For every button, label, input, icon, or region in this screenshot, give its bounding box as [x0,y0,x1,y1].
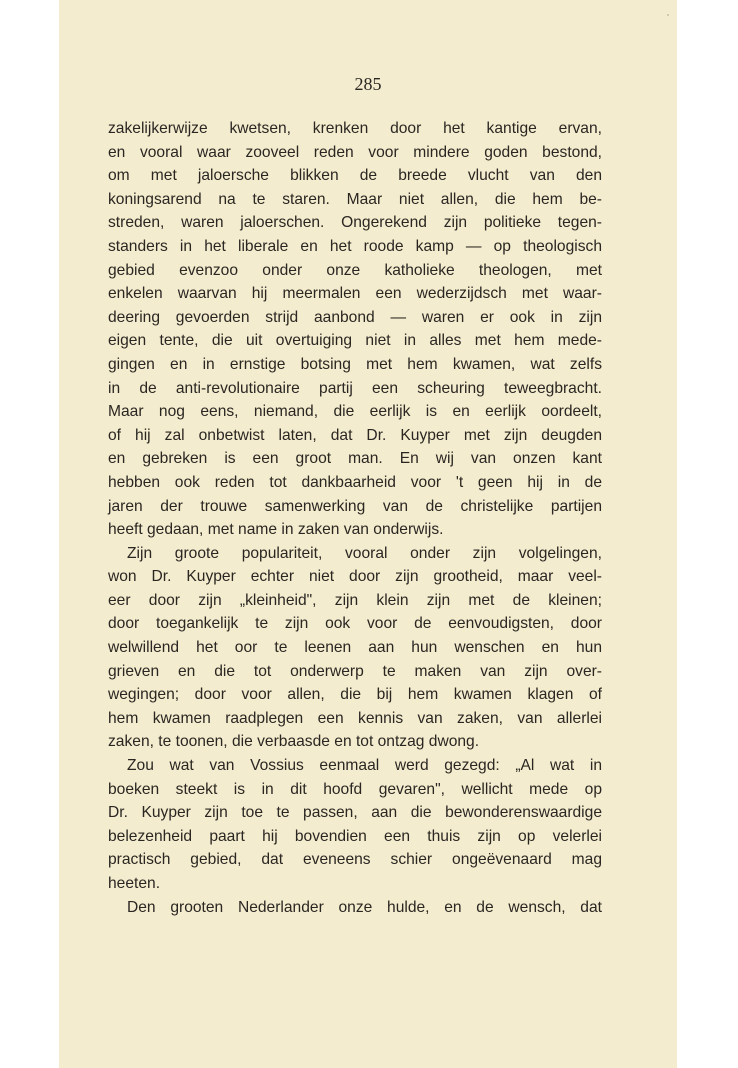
text-line: hebben ook reden tot dankbaarheid voor 't geen hij in de [108,473,602,491]
text-line: welwillend het oor te leenen aan hun wenschen en hun [108,639,602,657]
text-line: zakelijkerwijze kwetsen, krenken door het kantige ervan, [108,120,602,137]
text-line: heeten. [108,875,161,892]
page-number: 285 [354,74,382,94]
text-line: hem kwamen raadplegen een kennis van zaken, van allerlei [108,709,602,727]
text-line: gebied evenzoo onder onze katholieke theologen, met [108,261,602,279]
text-line: standers in het liberale en het roode kamp — op theologisch [108,237,602,255]
paper-speck [667,14,669,16]
text-line: enkelen waarvan hij meermalen een wederzijdsch met waar- [108,285,602,303]
text-line: won Dr. Kuyper echter niet door zijn grootheid, maar veel- [108,568,602,586]
text-line: Zou wat van Vossius eenmaal werd gezegd: „Al wat in [127,757,602,775]
text-line: en gebreken is een groot man. En wij van onzen kant [108,450,602,468]
text-line: zaken, te toonen, die verbaasde en tot ontzag dwong. [108,733,480,751]
text-line: Maar nog eens, niemand, die eerlijk is en eerlijk oordeelt, [108,403,602,421]
text-line: Den grooten Nederlander onze hulde, en de wensch, dat [127,898,602,916]
text-line: eer door zijn „kleinheid", zijn klein zijn met de kleinen; [108,591,602,609]
text-line: Dr. Kuyper zijn toe te passen, aan die bewonderenswaardige [108,804,602,822]
text-line: koningsarend na te staren. Maar niet allen, die hem be- [108,190,602,208]
text-line: heeft gedaan, met name in zaken van onderwijs. [108,521,444,539]
text-line: jaren der trouwe samenwerking van de christelijke partijen [108,497,602,515]
text-line: belezenheid paart hij bovendien een thuis zijn op velerlei [108,827,602,845]
body-text [108,117,602,919]
text-line: of hij zal onbetwist laten, dat Dr. Kuyper met zijn deugden [108,426,602,444]
text-line: practisch gebied, dat eveneens schier ongeëvenaard mag [108,851,602,869]
book-page [59,0,677,1068]
text-line: Zijn groote populariteit, vooral onder zijn volgelingen, [127,544,602,562]
text-line: om met jaloersche blikken de breede vlucht van den [108,167,602,185]
text-line: grieven en die tot onderwerp te maken van zijn over- [108,662,602,680]
text-line: streden, waren jaloerschen. Ongerekend zijn politieke tegen- [108,214,602,232]
text-line: en vooral waar zooveel reden voor mindere goden bestond, [108,143,602,161]
text-line: eigen tente, die uit overtuiging niet in alles met hem mede- [108,332,602,350]
text-line: door toegankelijk te zijn ook voor de eenvoudigsten, door [108,615,602,633]
text-line: wegingen; door voor allen, die bij hem kwamen klagen of [108,686,602,704]
text-line: in de anti-revolutionaire partij een scheuring teweegbracht. [108,379,602,397]
text-line: boeken steekt is in dit hoofd gevaren", wellicht mede op [108,780,602,798]
text-line: gingen en in ernstige botsing met hem kwamen, wat zelfs [108,355,602,373]
text-line: deering gevoerden strijd aanbond — waren er ook in zijn [108,308,602,326]
